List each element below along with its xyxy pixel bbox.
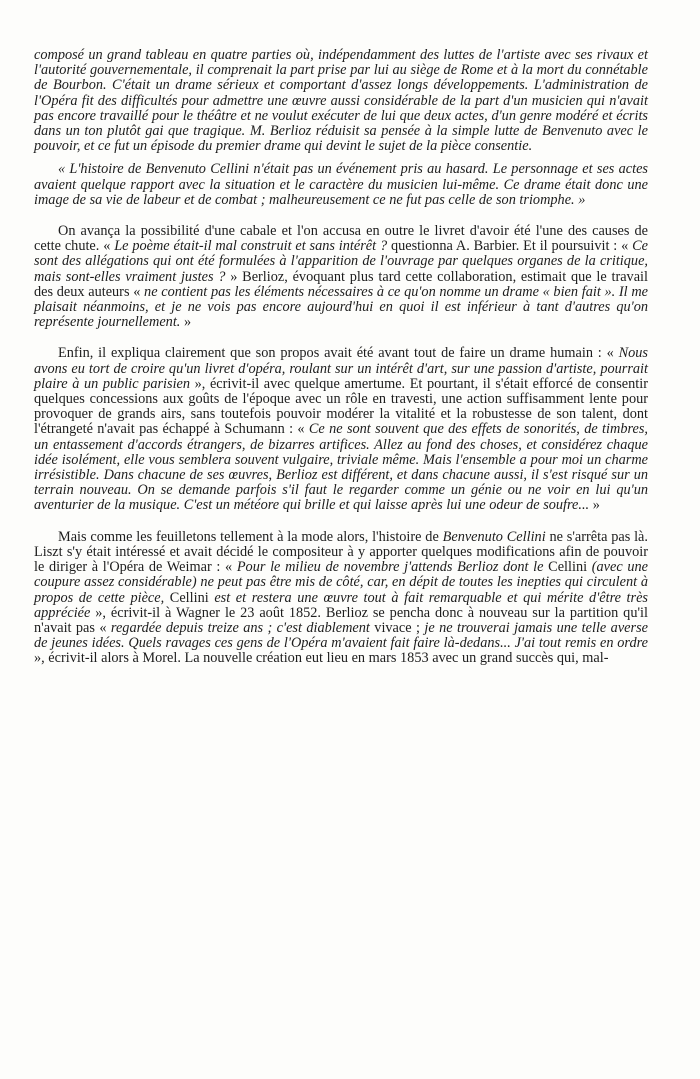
paragraph-4	[34, 346, 648, 513]
paragraph-3-segment: » Berlioz, évoquant plus tard cette collaboration, estimait que le travail des deux auteurs «	[34, 268, 648, 300]
paragraph-5-segment: Cellini	[548, 559, 588, 576]
paragraph-3	[34, 224, 648, 330]
paragraph-5-segment: », écrivit-il alors à Morel. La nouvelle création eut lieu en mars 1853 avec un grand succès qui, mal-	[34, 650, 609, 667]
paragraph-5-segment: », écrivit-il à Wagner le 23 août 1852. Berlioz se pencha donc à nouveau sur la partition qu'il n'avait pas «	[34, 604, 648, 636]
body-text	[34, 48, 648, 667]
paragraph-5-segment: vivace ;	[369, 619, 425, 636]
paragraph-5-segment: ne s'arrêta pas là. Liszt s'y était intéressé et avait décidé le compositeur à y apporter quelques modifications afin de pouvoir le diriger à l'Opéra de Weimar : «	[34, 528, 648, 576]
paragraph-4-segment: », écrivit-il avec quelque amertume. Et pourtant, il s'était efforcé de consentir quelques concessions aux goûts de l'époque avec un rôle en travesti, une action suffisamment lente pour provoquer de grands airs, sans toutefois pouvoir modérer la vitalité et la robustesse de son talent, dont l'étrangeté n'avait pas échappé à Schumann : «	[34, 375, 648, 438]
paragraph-3-segment: Le poème était-il mal construit et sans intérêt ?	[114, 238, 388, 255]
paragraph-5-segment: je ne trouverai jamais une telle averse de jeunes idées. Quels ravages ces gens de l'Opéra m'avaient fait faire là-dedans... J'ai tout remis en ordre	[34, 619, 648, 652]
paragraph-1	[34, 48, 648, 154]
paragraph-2-text: « L'histoire de Benvenuto Cellini n'était pas un événement pris au hasard. Le personnage et ses actes avaient quelque rapport avec la situation et le caractère du musicien lui-même. Ce drame était donc une image de sa vie de labeur et de combat ; malheureusement ce ne fut pas celle de son triomphe. »	[34, 161, 648, 208]
paragraph-4-segment: »	[589, 497, 600, 514]
paragraph-4-segment: Enfin, il expliqua clairement que son propos avait été avant tout de faire un drame humain : «	[58, 345, 619, 362]
paragraph-3-segment: ne contient pas les éléments nécessaires à ce qu'on nomme un drame « bien fait ». Il me plaisait néanmoins, et je ne vois pas encore aujourd'hui en quoi il est inférieur à tant d'autres qu'on représente journellement.	[34, 283, 648, 331]
paragraph-5-segment: Pour le milieu de novembre j'attends Berlioz dont le	[236, 559, 549, 576]
paragraph-5-segment: est et restera une œuvre tout à fait remarquable et qui mérite d'être très appréciée	[34, 589, 648, 621]
paragraph-5-segment: Cellini	[169, 589, 209, 606]
paragraph-1-text: composé un grand tableau en quatre parties où, indépendamment des luttes de l'artiste avec ses rivaux et l'autorité gouvernementale, il comprenait la part prise par lui au siège de Rome et à la mort du connétable de Bourbon. C'était un drame sérieux et comportant d'assez longs développements. L'administration de l'Opéra fit des difficultés pour admettre une œuvre aussi considérable de la part d'un musicien qui n'avait pas encore travaillé pour le théâtre et ne voulut exécuter de lui que deux actes, d'un genre modéré et écrits dans un ton plutôt gai que tragique. M. Berlioz réduisit sa pensée à la simple lutte de Benvenuto avec le pouvoir, et ce fut un épisode du premier drame qui devint le sujet de la pièce consentie.	[34, 47, 648, 155]
paragraph-4-segment: Nous avons eu tort de croire qu'un livret d'opéra, roulant sur un intérêt d'art, sur une passion d'artiste, pourrait plaire à un public parisien	[34, 345, 648, 392]
paragraph-5-segment: Mais comme les feuilletons tellement à la mode alors, l'histoire de	[58, 528, 443, 545]
paragraph-3-segment: On avança la possibilité d'une cabale et l'on accusa en outre le livret d'avoir été l'une des causes de cette chute. «	[34, 223, 648, 255]
paragraph-2	[34, 162, 648, 208]
paragraph-3-segment: questionna A. Barbier. Et il poursuivit : «	[387, 238, 633, 255]
paragraph-3-segment: »	[180, 314, 192, 331]
paragraph-3-segment: Ce sont des allégations qui ont été formulées à l'apparition de l'ouvrage par quelques organes de la critique, mais sont-elles vraiment justes ?	[34, 238, 648, 285]
paragraph-4-segment: Ce ne sont souvent que des effets de sonorités, de timbres, un entassement d'accords étrangers, de bizarres artifices. Allez au fond des choses, et considérez chaque idée isolément, elle vous semblera souvent vulgaire, triviale même. Mais l'ensemble a pour moi un charme irrésistible. Dans chacune de ses œuvres, Berlioz est différent, et dans chacune aussi, il s'est risqué sur un terrain nouveau. On se demande parfois s'il faut le regarder comme un génie ou ne voir en lui qu'un aventurier de la musique. C'est un météore qui brille et qui laisse après lui une odeur de soufre...	[34, 421, 648, 514]
paragraph-5-segment: (avec une coupure assez considérable) ne peut pas être mis de côté, car, en dépit de toutes les inepties qui circulent à propos de cette pièce,	[34, 559, 648, 606]
paragraph-5	[34, 530, 648, 667]
paragraph-5-segment: Benvenuto Cellini	[442, 528, 546, 545]
paragraph-5-segment: regardée depuis treize ans ; c'est diablement	[110, 619, 370, 636]
